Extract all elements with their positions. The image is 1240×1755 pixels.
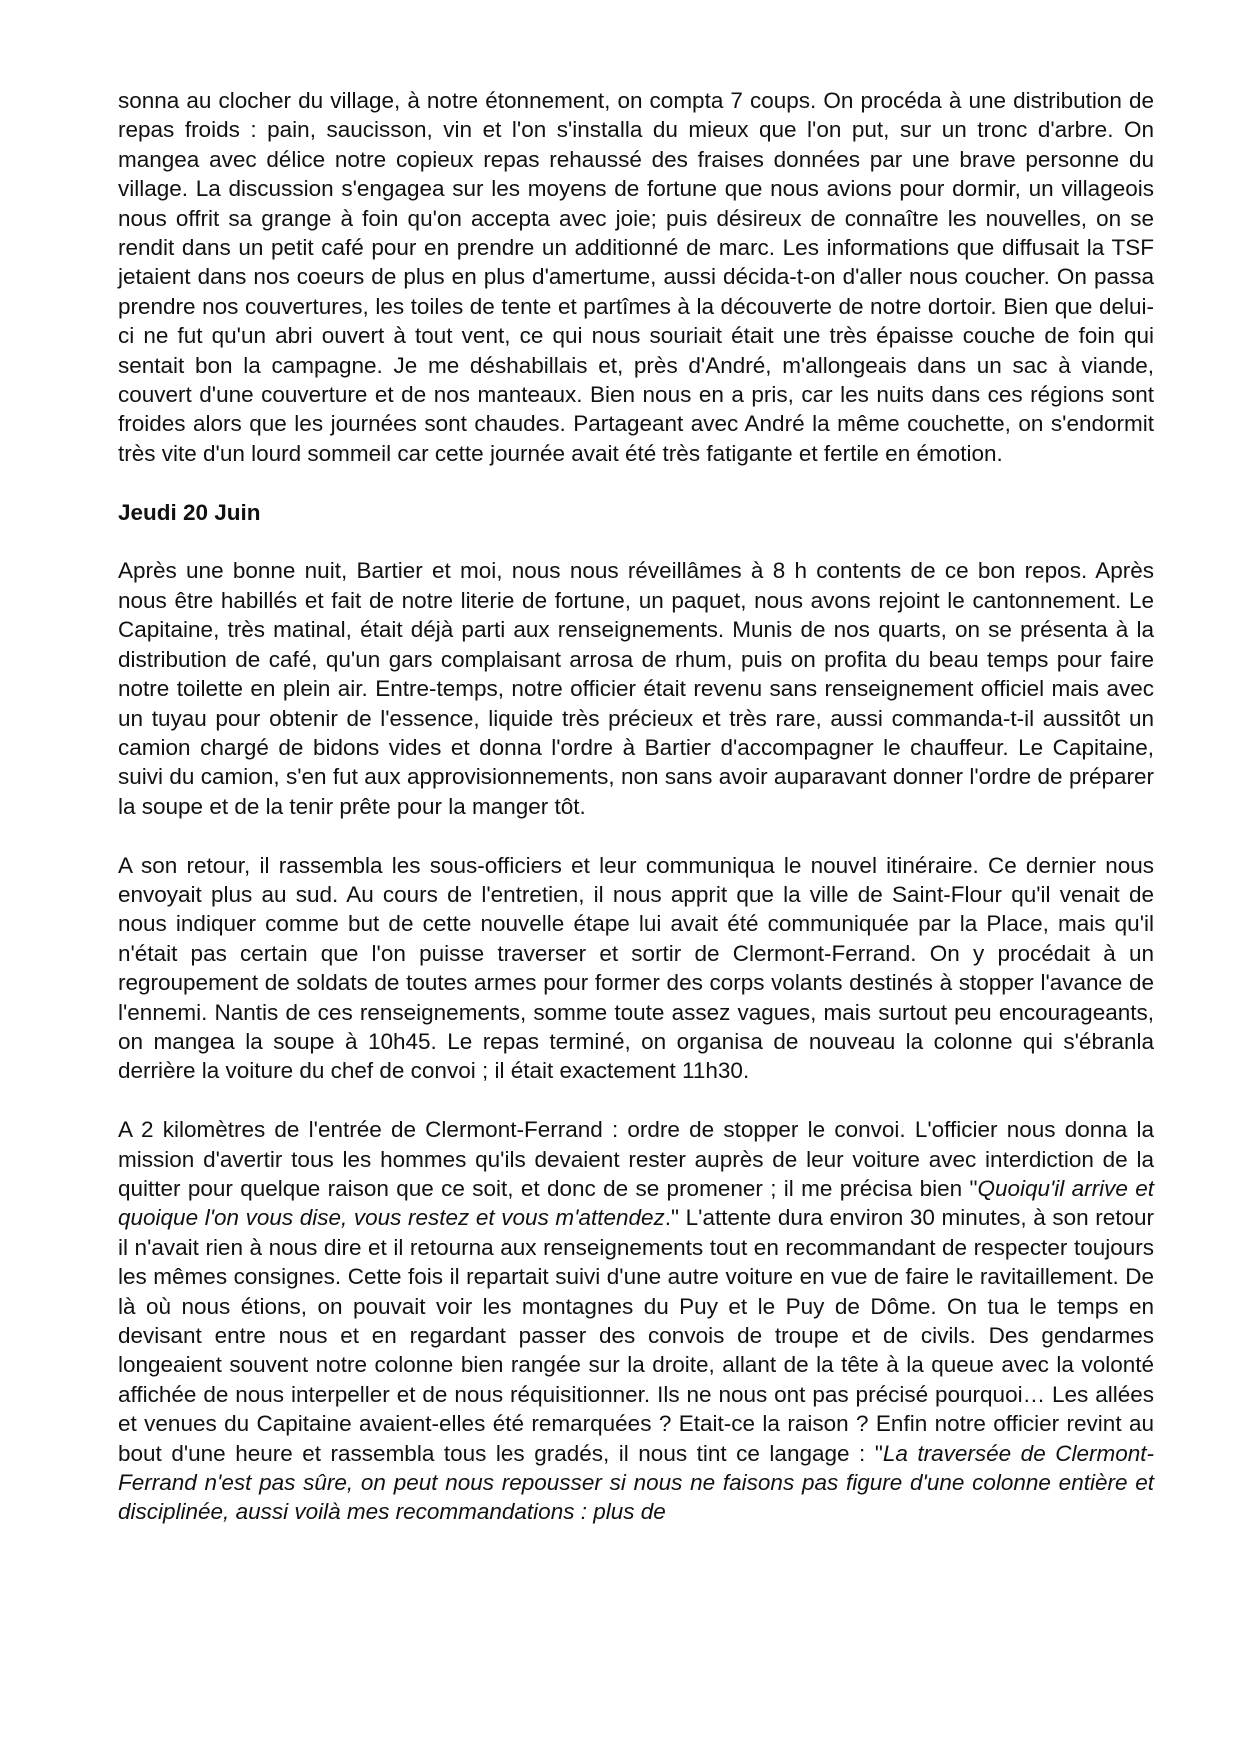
paragraph-1: sonna au clocher du village, à notre étonnement, on compta 7 coups. On procéda à une distribution de repas froids : pain, saucisson, vin et l'on s'installa du mieux que l'on put, sur un tronc d'arbre. On mangea avec délice notre copieux repas rehaussé des fraises données par une brave personne du village. La discussion s'engagea sur les moyens de fortune que nous avions pour dormir, un villageois nous offrit sa grange à foin qu'on accepta avec joie; puis désireux de connaître les nouvelles, on se rendit dans un petit café pour en prendre un additionné de marc. Les informations que diffusait la TSF jetaient dans nos coeurs de plus en plus d'amertume, aussi décida-t-on d'aller nous coucher. On passa prendre nos couvertures, les toiles de tente et partîmes à la découverte de notre dortoir. Bien que delui-ci ne fut qu'un abri ouvert à tout vent, ce qui nous souriait était une très épaisse couche de foin qui sentait bon la campagne. Je me déshabillais et, près d'André, m'allongeais dans un sac à viande, couvert d'une couverture et de nos manteaux. Bien nous en a pris, car les nuits dans ces régions sont froides alors que les journées sont chaudes. Partageant avec André la même couchette, on s'endormit très vite d'un lourd sommeil car cette journée avait été très fatigante et fertile en émotion.	[118, 88, 1154, 466]
paragraph-4-quote: Quoiqu'il arrive et quoique l'on vous dise, vous restez et vous m'attendez	[118, 1175, 1155, 1231]
paragraph-4-text-b: ." L'attente dura environ 30 minutes, à son retour il n'avait rien à nous dire et il retourna aux renseignements tout en recommandant de respecter toujours les mêmes consignes. Cette fois il repartait suivi d'une autre voiture en vue de faire le ravitaillement. De là où nous étions, on pouvait voir les montagnes du Puy et le Puy de Dôme. On tua le temps en devisant entre nous et en regardant passer des convois de troupe et de civils. Des gendarmes longeaient souvent notre colonne bien rangée sur la droite, allant de la tête à la queue avec la volonté affichée de nous interpeller et de nous réquisitionner. Ils ne nous ont pas précisé pourquoi… Les allées et venues du Capitaine avaient-elles été remarquées ? Etait-ce la raison ? Enfin notre officier revint au bout d'une heure et rassembla tous les gradés, il nous tint ce langage : "	[118, 1205, 1154, 1466]
section-heading-date: Jeudi 20 Juin	[118, 499, 261, 525]
paragraph-2: Après une bonne nuit, Bartier et moi, nous nous réveillâmes à 8 h contents de ce bon repos. Après nous être habillés et fait de notre literie de fortune, un paquet, nous avons rejoint le cantonnement. Le Capitaine, très matinal, était déjà parti aux renseignements. Munis de nos quarts, on se présenta à la distribution de café, qu'un gars complaisant arrosa de rhum, puis on profita du beau temps pour faire notre toilette en plein air. Entre-temps, notre officier était revenu sans renseignement officiel mais avec un tuyau pour obtenir de l'essence, liquide très précieux et très rare, aussi commanda-t-il aussitôt un camion chargé de bidons vides et donna l'ordre à Bartier d'accompagner le chauffeur. Le Capitaine, suivi du camion, s'en fut aux approvisionnements, non sans avoir auparavant donner l'ordre de préparer la soupe et de la tenir prête pour la manger tôt.	[118, 558, 1154, 819]
paragraph-4-quote-2: La traversée de Clermont-Ferrand n'est pas sûre, on peut nous repousser si nous ne faisons pas figure d'une colonne entière et disciplinée, aussi voilà mes recommandations : plus de	[118, 1440, 1154, 1525]
paragraph-4-text-a: A 2 kilomètres de l'entrée de Clermont-Ferrand : ordre de stopper le convoi. L'officier nous donna la mission d'avertir tous les hommes qu'ils devaient rester auprès de leur voiture avec interdiction de la quitter pour quelque raison que ce soit, et donc de se promener ; il me précisa bien "	[118, 1117, 1154, 1201]
paragraph-3: A son retour, il rassembla les sous-officiers et leur communiqua le nouvel itinéraire. Ce dernier nous envoyait plus au sud. Au cours de l'entretien, il nous apprit que la ville de Saint-Flour qu'il venait de nous indiquer comme but de cette nouvelle étape lui avait été communiquée par la Place, mais qu'il n'était pas certain que l'on puisse traverser et sortir de Clermont-Ferrand. On y procédait à un regroupement de soldats de toutes armes pour former des corps volants destinés à stopper l'avance de l'ennemi. Nantis de ces renseignements, somme toute assez vagues, mais surtout peu encourageants, on mangea la soupe à 10h45. Le repas terminé, on organisa de nouveau la colonne qui s'ébranla derrière la voiture du chef de convoi ; il était exactement 11h30.	[118, 852, 1154, 1084]
paragraph-4	[118, 1115, 1154, 1527]
document-page	[118, 86, 1154, 1527]
